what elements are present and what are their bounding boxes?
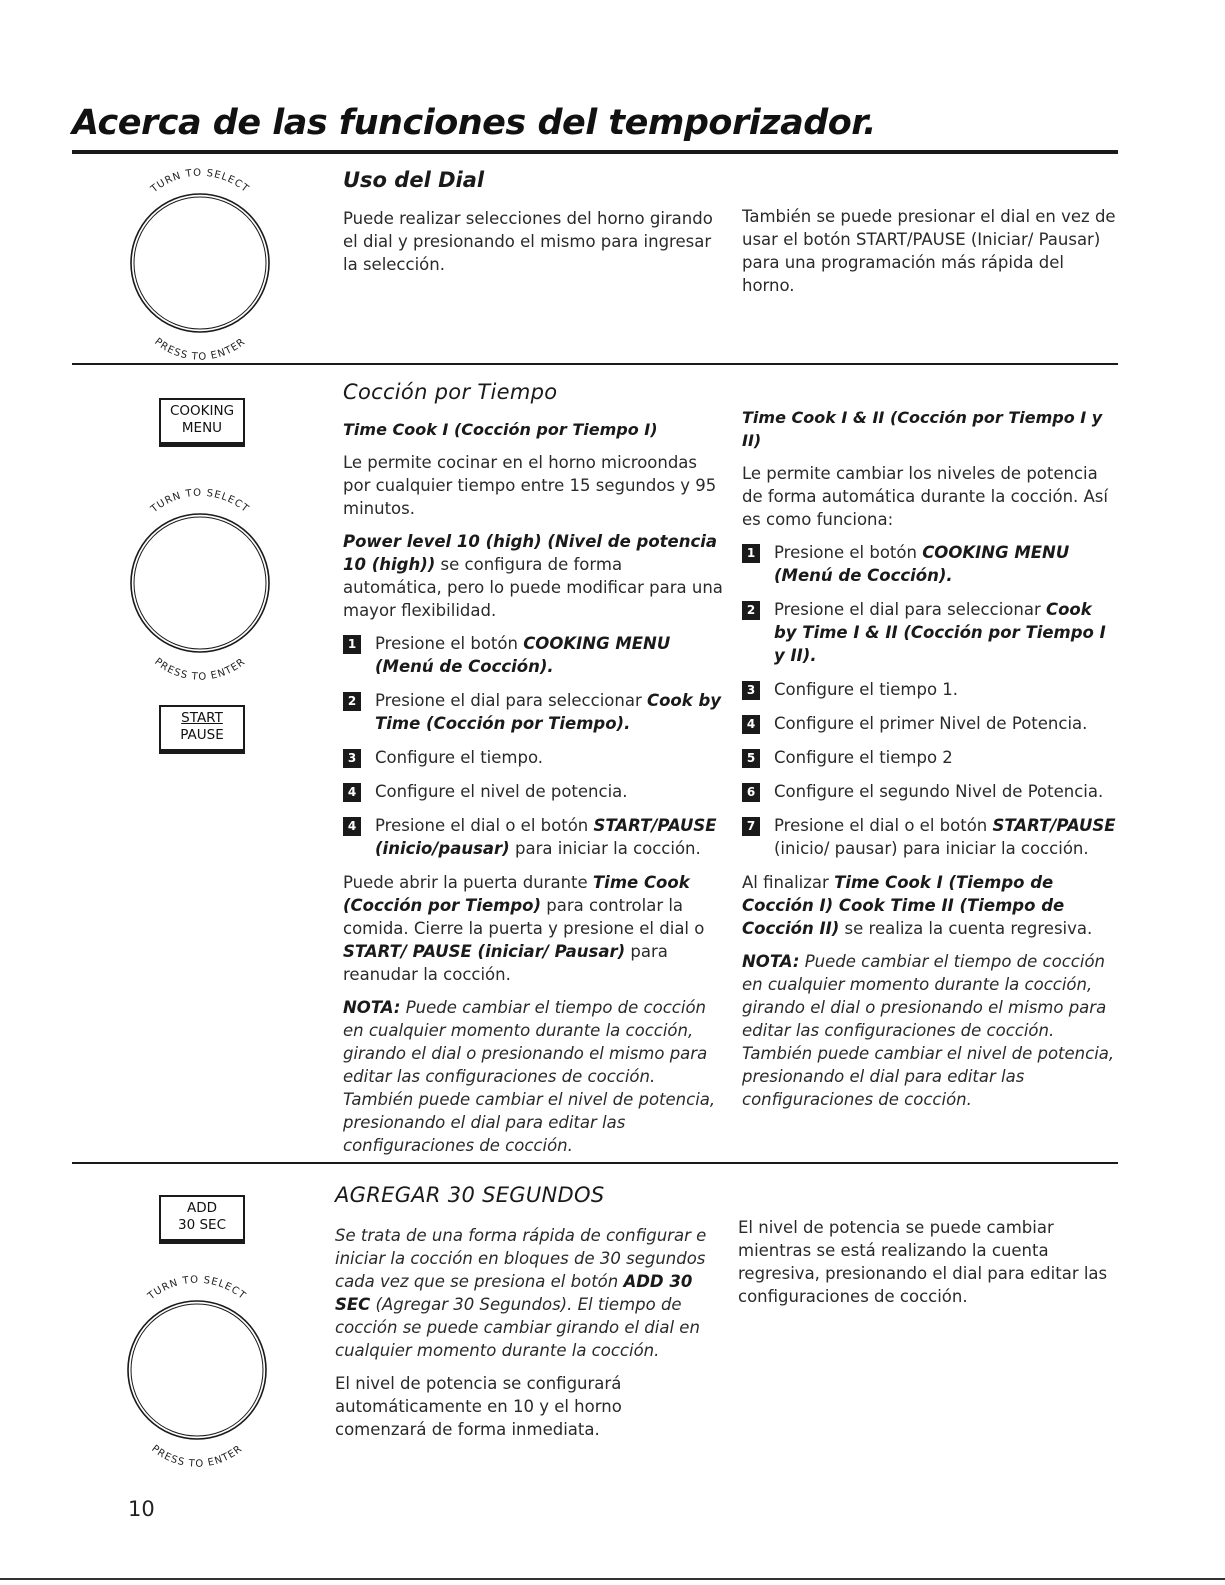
- coccion-heading: Cocción por Tiempo: [343, 380, 558, 404]
- step-text: Presione el dial para seleccionar: [375, 691, 647, 710]
- step-text: Presione el botón: [375, 634, 524, 653]
- text: Al finalizar: [742, 873, 835, 892]
- agregar-heading: AGREGAR 30 SEGUNDOS: [335, 1183, 605, 1207]
- agregar-right-column: [738, 1216, 1118, 1318]
- step-number-icon: 5: [742, 749, 760, 768]
- dial-icon: [122, 1275, 272, 1475]
- power-level-text: Power level 10 (high) (Nivel de potencia 10 (high)): [343, 532, 718, 574]
- note-text: Puede cambiar el tiempo de cocción en cualquier momento durante la cocción, girando el dial o presionando el mismo para editar las configuraciones de cocción. También puede cambiar el nivel de potencia, presionando el dial para editar las configuraciones de cocción.: [343, 998, 716, 1155]
- paragraph: También se puede presionar el dial en vez de usar el botón START/PAUSE (Iniciar/ Pausar) para una programación más rápida del horno.: [742, 207, 1116, 295]
- paragraph: El nivel de potencia se puede cambiar mientras se está realizando la cuenta regresiva, presionando el dial para editar las configuraciones de cocción.: [738, 1218, 1108, 1306]
- step-item: [742, 780, 1118, 803]
- step-bold: START/PAUSE: [992, 816, 1116, 835]
- svg-text:TURN TO SELECT: [148, 488, 251, 516]
- start-pause-key: [159, 705, 245, 754]
- step-text-after: (inicio/ pausar) para iniciar la cocción.: [774, 839, 1089, 858]
- dial-section-right: [742, 205, 1118, 307]
- cooking-menu-key: [159, 398, 245, 447]
- text-bold: Time Cook (Cocción por Tiempo): [343, 873, 690, 915]
- svg-text:TURN TO SELECT: [145, 1275, 248, 1303]
- step-number-icon: 3: [343, 749, 361, 768]
- svg-text:PRESS TO ENTER: [152, 656, 247, 682]
- subheading: Time Cook I (Cocción por Tiempo I): [343, 420, 658, 439]
- section-divider: [72, 1162, 1118, 1164]
- coccion-left-column: [343, 418, 723, 1167]
- dial-bottom-label: PRESS TO ENTER: [152, 336, 248, 363]
- dial-icon: [125, 488, 275, 688]
- step-bold: COOKING MENU (Menú de Cocción).: [774, 543, 1070, 585]
- coccion-right-column: [742, 406, 1118, 1121]
- step-number-icon: 7: [742, 817, 760, 836]
- step-number-icon: 1: [343, 635, 361, 654]
- step-number-icon: 4: [343, 817, 361, 836]
- power-paragraph: [343, 530, 723, 622]
- note-paragraph: [742, 950, 1118, 1111]
- step-item: [742, 746, 1118, 769]
- note-label: NOTA:: [742, 952, 800, 971]
- step-text: Presione el botón: [774, 543, 923, 562]
- text: se realiza la cuenta regresiva.: [839, 919, 1093, 938]
- text: (Agregar 30 Segundos). El tiempo de cocción se puede cambiar girando el dial en cualquier momento durante la cocción.: [335, 1295, 700, 1360]
- text-bold: ADD 30 SEC: [335, 1272, 693, 1314]
- svg-text:PRESS TO ENTER: [149, 1443, 244, 1469]
- step-item: [343, 814, 723, 860]
- add-30-sec-key: [159, 1195, 245, 1244]
- title-rule: [72, 150, 1118, 154]
- time-cook-2-steps: [742, 541, 1118, 860]
- page-title: Acerca de las funciones del temporizador.: [72, 103, 876, 143]
- step-item: [742, 678, 1118, 701]
- step-text: Configure el tiempo 2: [774, 748, 953, 767]
- power-rest-text: se configura de forma automática, pero lo puede modificar para una mayor flexibilidad.: [343, 555, 723, 620]
- step-number-icon: 3: [742, 681, 760, 700]
- dial-top-label: TURN TO SELECT: [149, 168, 251, 196]
- section-divider: [72, 363, 1118, 365]
- note-paragraph: [343, 996, 723, 1157]
- text: para reanudar la cocción.: [343, 942, 668, 984]
- paragraph: Le permite cambiar los niveles de potencia de forma automática durante la cocción. Así es como funciona:: [742, 464, 1108, 529]
- bottom-edge-rule: [0, 1578, 1225, 1580]
- step-item: [742, 541, 1118, 587]
- step-text: Presione el dial o el botón: [375, 816, 594, 835]
- step-text: Configure el nivel de potencia.: [375, 782, 628, 801]
- svg-text:PRESS TO ENTER: [152, 336, 247, 362]
- step-item: [742, 814, 1118, 860]
- step-number-icon: 4: [343, 783, 361, 802]
- step-text: Configure el primer Nivel de Potencia.: [774, 714, 1088, 733]
- step-bold: COOKING MENU (Menú de Cocción).: [375, 634, 671, 676]
- time-cook-1-steps: [343, 632, 723, 860]
- paragraph: Le permite cocinar en el horno microondas por cualquier tiempo entre 15 segundos y 95 minutos.: [343, 453, 717, 518]
- dial-bottom-label: PRESS TO ENTER: [149, 1443, 245, 1470]
- text-bold: Time Cook I (Tiempo de Cocción I) Cook Time II (Tiempo de Cocción II): [742, 873, 1065, 938]
- key-label: MENU: [181, 420, 223, 436]
- paragraph: [335, 1224, 707, 1362]
- step-bold: START/PAUSE (inicio/pausar): [375, 816, 717, 858]
- step-item: [742, 712, 1118, 735]
- key-label: PAUSE: [180, 727, 224, 743]
- step-item: [343, 689, 723, 735]
- agregar-left-column: [335, 1224, 707, 1451]
- step-bold: Cook by Time (Cocción por Tiempo).: [375, 691, 722, 733]
- note-text: Puede cambiar el tiempo de cocción en cualquier momento durante la cocción, girando el dial o presionando el mismo para editar las configuraciones de cocción. También puede cambiar el nivel de potencia, presionando el dial para editar las configuraciones de cocción.: [742, 952, 1115, 1109]
- door-paragraph: [343, 871, 723, 986]
- page-number: 10: [128, 1497, 155, 1521]
- step-text-after: para iniciar la cocción.: [509, 839, 701, 858]
- note-label: NOTA:: [343, 998, 401, 1017]
- step-text: Configure el segundo Nivel de Potencia.: [774, 782, 1104, 801]
- step-text: Presione el dial o el botón: [774, 816, 993, 835]
- svg-text:TURN TO SELECT: [148, 168, 251, 196]
- paragraph: El nivel de potencia se configurará automáticamente en 10 y el horno comenzará de forma inmediata.: [335, 1374, 622, 1439]
- dial-icon: [125, 168, 275, 368]
- key-label: ADD: [186, 1200, 218, 1216]
- step-item: [343, 780, 723, 803]
- subheading: Time Cook I & II (Cocción por Tiempo I y II): [742, 408, 1103, 450]
- step-item: [343, 632, 723, 678]
- step-number-icon: 6: [742, 783, 760, 802]
- dial-section-left: [343, 207, 715, 286]
- text-bold: START/ PAUSE (iniciar/ Pausar): [343, 942, 626, 961]
- dial-bottom-label: PRESS TO ENTER: [152, 656, 248, 683]
- step-number-icon: 2: [343, 692, 361, 711]
- step-text: Configure el tiempo 1.: [774, 680, 959, 699]
- step-number-icon: 2: [742, 601, 760, 620]
- key-label: 30 SEC: [178, 1217, 226, 1233]
- paragraph: Puede realizar selecciones del horno girando el dial y presionando el mismo para ingresar la selección.: [343, 209, 713, 274]
- text: para controlar la comida. Cierre la puerta y presione el dial o: [343, 896, 705, 938]
- step-bold: Cook by Time I & II (Cocción por Tiempo I y II).: [774, 600, 1106, 665]
- key-label: START: [181, 710, 223, 726]
- step-number-icon: 1: [742, 544, 760, 563]
- step-item: [742, 598, 1118, 667]
- text: Puede abrir la puerta durante: [343, 873, 593, 892]
- dial-section-heading: Uso del Dial: [343, 168, 485, 192]
- step-number-icon: 4: [742, 715, 760, 734]
- dial-top-label: TURN TO SELECT: [149, 488, 251, 516]
- key-label: COOKING: [169, 403, 235, 419]
- step-text: Presione el dial para seleccionar: [774, 600, 1046, 619]
- text: Se trata de una forma rápida de configurar e iniciar la cocción en bloques de 30 segundos cada vez que se presiona el botón: [335, 1226, 707, 1291]
- dial-top-label: TURN TO SELECT: [146, 1275, 248, 1303]
- step-text: Configure el tiempo.: [375, 748, 543, 767]
- step-item: [343, 746, 723, 769]
- end-paragraph: [742, 871, 1118, 940]
